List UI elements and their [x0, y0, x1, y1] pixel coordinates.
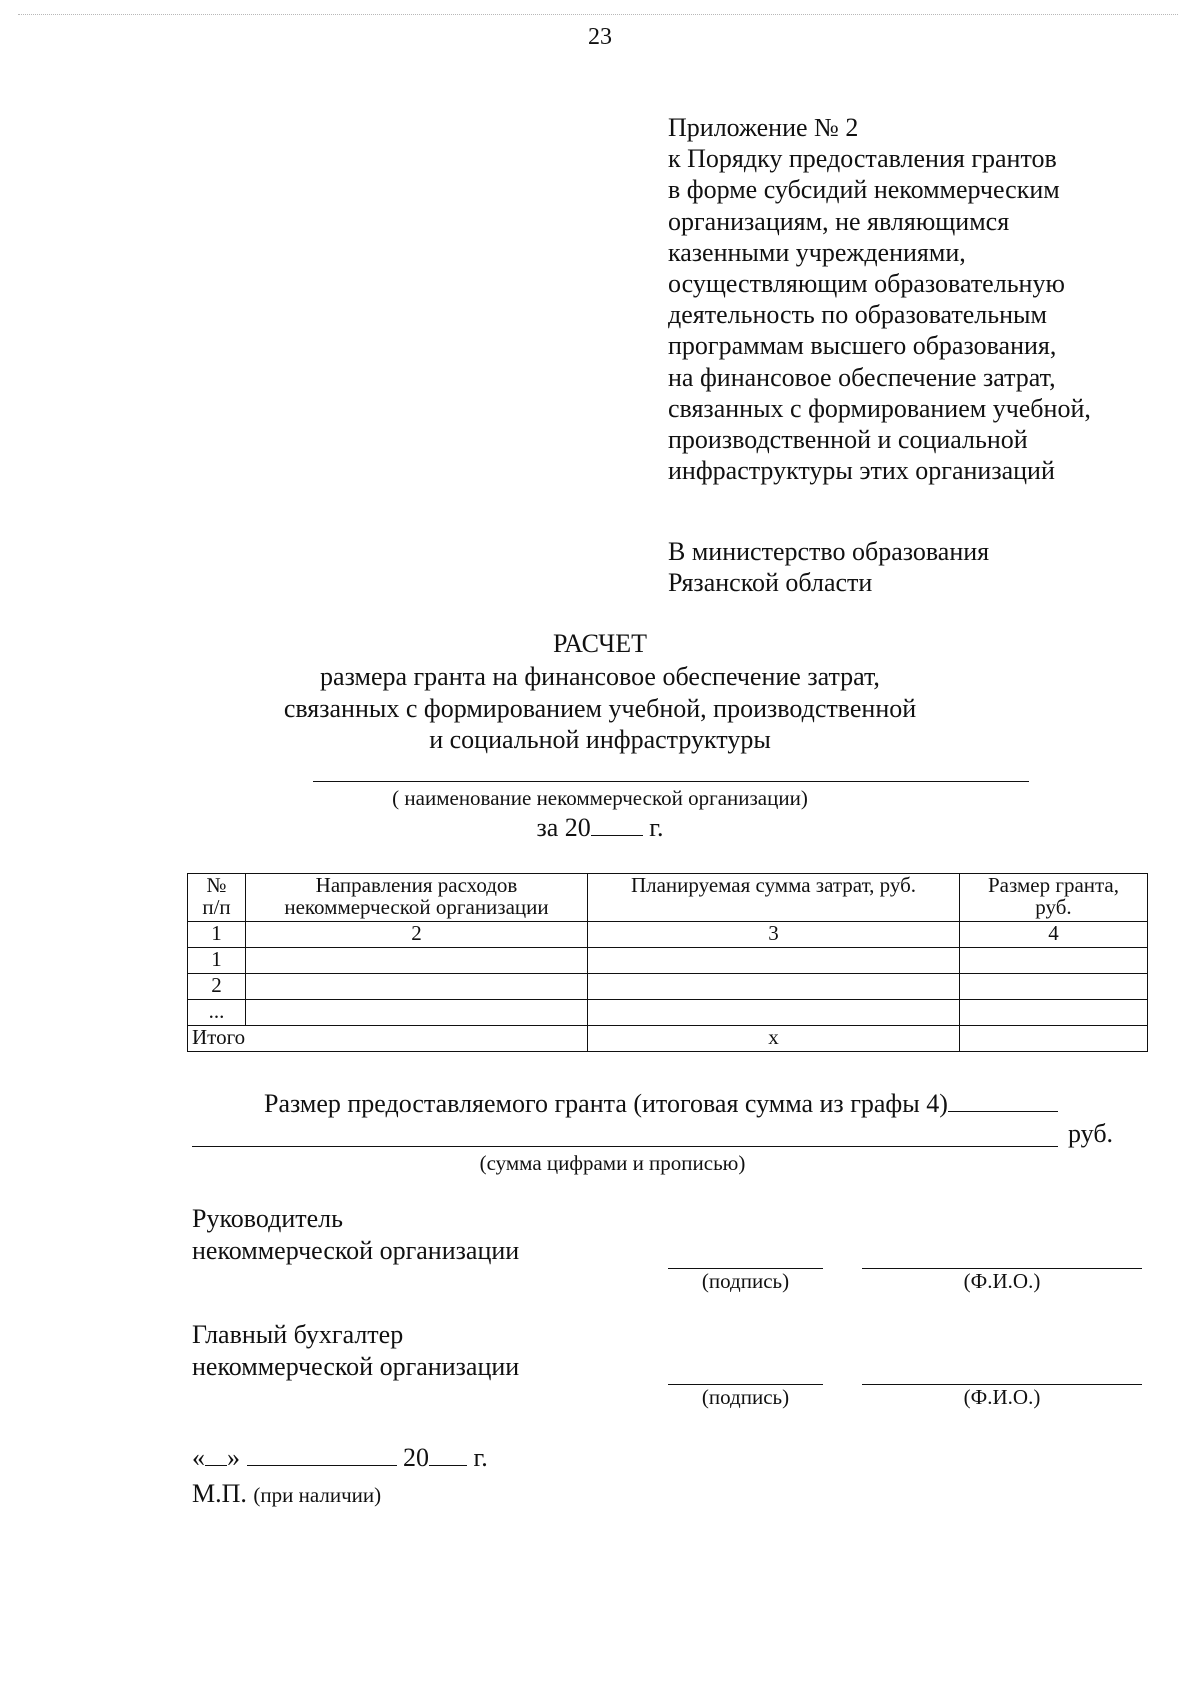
- organization-name-blank[interactable]: [313, 781, 1029, 782]
- head-signature-caption: (подпись): [701, 1269, 790, 1293]
- grant-currency: руб.: [1068, 1119, 1114, 1148]
- appendix-line: организациям, не являющимся: [668, 206, 1010, 236]
- scan-artifact-line: [18, 14, 1178, 15]
- date-year-blank[interactable]: [429, 1443, 467, 1466]
- row-direction-cell[interactable]: [246, 1000, 588, 1026]
- row-number: ...: [188, 1000, 246, 1026]
- stamp-label: М.П.: [192, 1479, 247, 1508]
- row-planned-cell[interactable]: [588, 1000, 960, 1026]
- signer-title-line-1: Главный бухгалтер: [192, 1320, 404, 1349]
- date-close-quote: »: [227, 1443, 240, 1472]
- row-planned-cell[interactable]: [588, 974, 960, 1000]
- date-day-blank[interactable]: [205, 1443, 227, 1466]
- appendix-line: программам высшего образования,: [668, 331, 1057, 361]
- organization-name-caption: ( наименование некоммерческой организации): [392, 786, 808, 810]
- head-name-caption: (Ф.И.О.): [963, 1269, 1041, 1293]
- column-number: 4: [960, 922, 1148, 948]
- period-suffix: г.: [642, 813, 664, 842]
- appendix-line: на финансовое обеспечение затрат,: [668, 362, 1056, 392]
- stamp-note: (при наличии): [253, 1483, 382, 1507]
- appendix-line: Приложение № 2: [668, 113, 859, 142]
- calculation-table: [187, 873, 1148, 1052]
- column-number: 3: [588, 922, 960, 948]
- header-planned-sum: Планируемая сумма затрат, руб.: [588, 874, 960, 922]
- stamp-place: [192, 1479, 381, 1509]
- addressee: [668, 536, 989, 598]
- row-grant-cell[interactable]: [960, 974, 1148, 1000]
- table-row: [188, 974, 1148, 1000]
- appendix-line: инфраструктуры этих организаций: [668, 456, 1055, 486]
- grant-amount-blank[interactable]: [948, 1089, 1058, 1112]
- appendix-line: осуществляющим образовательную: [668, 269, 1065, 299]
- row-direction-cell[interactable]: [246, 974, 588, 1000]
- row-number: 1: [188, 948, 246, 974]
- accountant-signature-title: [192, 1319, 519, 1383]
- document-title: РАСЧЕТ: [553, 629, 647, 658]
- total-planned: х: [588, 1026, 960, 1052]
- row-grant-cell[interactable]: [960, 948, 1148, 974]
- date-open-quote: «: [192, 1443, 205, 1472]
- total-row: [188, 1026, 1148, 1052]
- row-grant-cell[interactable]: [960, 1000, 1148, 1026]
- table-header-row: [188, 874, 1148, 922]
- period-year-blank[interactable]: [591, 813, 643, 836]
- column-number: 1: [188, 922, 246, 948]
- grant-amount-caption: (сумма цифрами и прописью): [479, 1151, 746, 1175]
- header-direction: Направления расходов некоммерческой организации: [246, 874, 588, 922]
- accountant-signature-caption: (подпись): [701, 1385, 790, 1409]
- addressee-line-2: Рязанской области: [668, 568, 873, 597]
- accountant-name-caption: (Ф.И.О.): [963, 1385, 1041, 1409]
- column-number: 2: [246, 922, 588, 948]
- grant-amount-words-blank[interactable]: [192, 1146, 1058, 1147]
- appendix-line: деятельность по образовательным: [668, 300, 1047, 330]
- signer-title-line-2: некоммерческой организации: [192, 1236, 520, 1265]
- header-number: № п/п: [188, 874, 246, 922]
- appendix-line: связанных с формированием учебной,: [668, 393, 1091, 423]
- document-subtitle-line-2: связанных с формированием учебной, производственной: [283, 694, 917, 723]
- document-subtitle-line-1: размера гранта на финансовое обеспечение затрат,: [320, 662, 880, 691]
- date-year-prefix: 20: [403, 1443, 429, 1472]
- total-label: Итого: [188, 1026, 588, 1052]
- addressee-line-1: В министерство образования: [668, 537, 990, 566]
- appendix-line: казенными учреждениями,: [668, 237, 966, 267]
- signer-title-line-1: Руководитель: [192, 1204, 343, 1233]
- date-line: [192, 1443, 488, 1473]
- row-planned-cell[interactable]: [588, 948, 960, 974]
- period-line: [0, 813, 1200, 843]
- table-row: [188, 948, 1148, 974]
- grant-amount-line: [264, 1089, 1058, 1119]
- total-grant-cell[interactable]: [960, 1026, 1148, 1052]
- appendix-header: [668, 112, 1188, 486]
- header-grant-size: Размер гранта, руб.: [960, 874, 1148, 922]
- head-signature-title: [192, 1203, 519, 1267]
- page-number: 23: [588, 24, 612, 50]
- table-row: [188, 1000, 1148, 1026]
- row-direction-cell[interactable]: [246, 948, 588, 974]
- document-subtitle-line-3: и социальной инфраструктуры: [429, 725, 771, 754]
- appendix-line: к Порядку предоставления грантов: [668, 144, 1057, 174]
- date-year-suffix: г.: [467, 1443, 488, 1472]
- appendix-line: производственной и социальной: [668, 425, 1028, 455]
- signer-title-line-2: некоммерческой организации: [192, 1352, 520, 1381]
- date-month-blank[interactable]: [247, 1443, 397, 1466]
- period-prefix: за 20: [536, 813, 591, 842]
- appendix-line: в форме субсидий некоммерческим: [668, 175, 1060, 205]
- grant-amount-text: Размер предоставляемого гранта (итоговая сумма из графы 4): [264, 1089, 948, 1118]
- row-number: 2: [188, 974, 246, 1000]
- column-number-row: [188, 922, 1148, 948]
